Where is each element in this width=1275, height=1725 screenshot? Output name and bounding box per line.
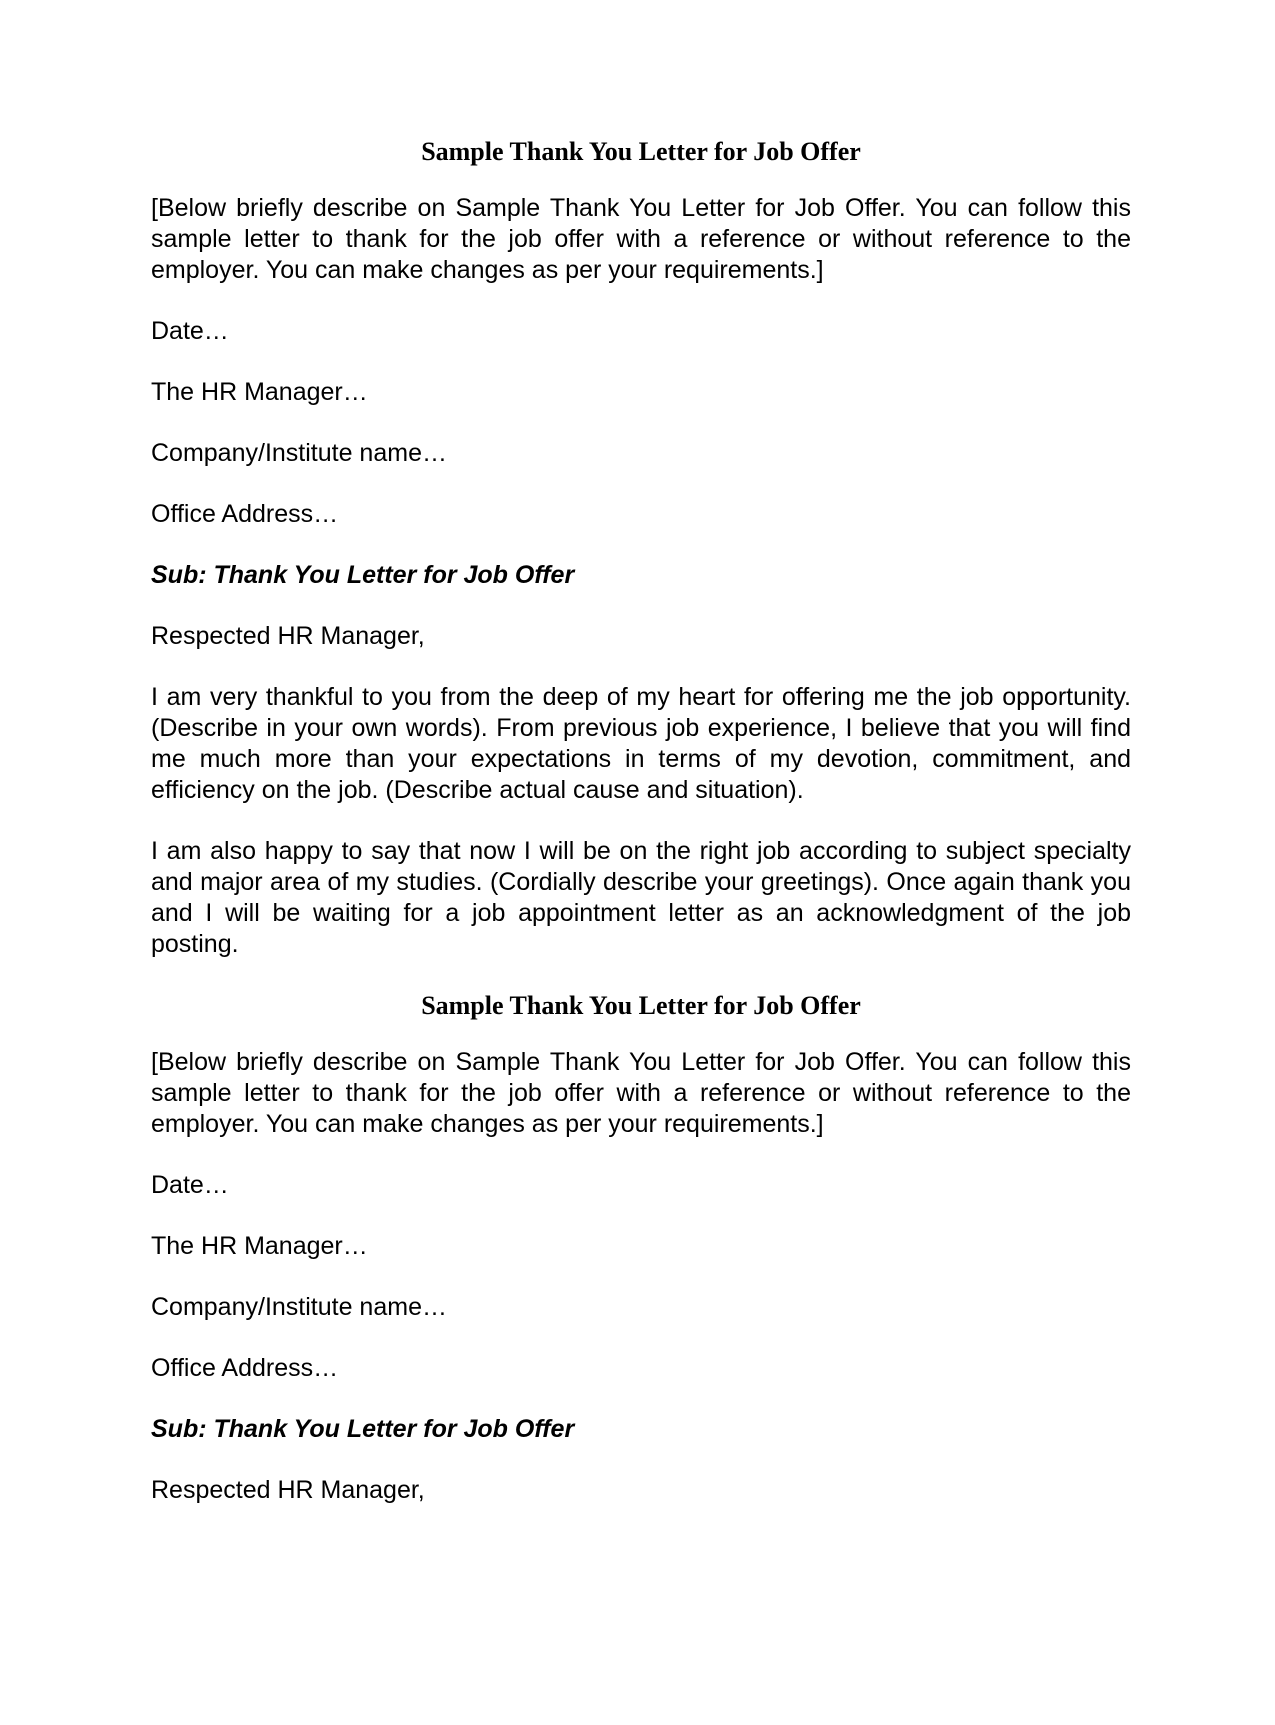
intro-paragraph-2: [Below briefly describe on Sample Thank You Letter for Job Offer. You can follow this sample letter to thank for the job offer with a reference or without reference to the employer. You can make changes as per your requirements.] [151,1048,1131,1138]
document-content [151,136,1131,1536]
address-line-2: Office Address… [151,1354,339,1382]
body-paragraph-2: I am also happy to say that now I will be on the right job according to subject specialty and major area of my studies. (Cordially describe your greetings). Once again thank you and I will be waiting for a job appointment letter as an acknowledgment of the job posting. [151,837,1131,958]
salutation-line: Respected HR Manager, [151,622,425,650]
letter-title: Sample Thank You Letter for Job Offer [421,137,861,166]
subject-line: Sub: Thank You Letter for Job Offer [151,561,575,589]
body-paragraph-1: I am very thankful to you from the deep of my heart for offering me the job opportunity. (Describe in your own words). From previous job experience, I believe that you will find me much more than your expectations in terms of my devotion, commitment, and efficiency on the job. (Describe actual cause and situation). [151,683,1131,804]
subject-line-2: Sub: Thank You Letter for Job Offer [151,1415,575,1443]
letter-title-2: Sample Thank You Letter for Job Offer [421,991,861,1020]
date-line-2: Date… [151,1171,229,1199]
company-line-2: Company/Institute name… [151,1293,447,1321]
salutation-line-2: Respected HR Manager, [151,1476,425,1504]
address-line: Office Address… [151,500,339,528]
recipient-line-2: The HR Manager… [151,1232,368,1260]
company-line: Company/Institute name… [151,439,447,467]
intro-paragraph: [Below briefly describe on Sample Thank You Letter for Job Offer. You can follow this sample letter to thank for the job offer with a reference or without reference to the employer. You can make changes as per your requirements.] [151,194,1131,284]
recipient-line: The HR Manager… [151,378,368,406]
date-line: Date… [151,317,229,345]
